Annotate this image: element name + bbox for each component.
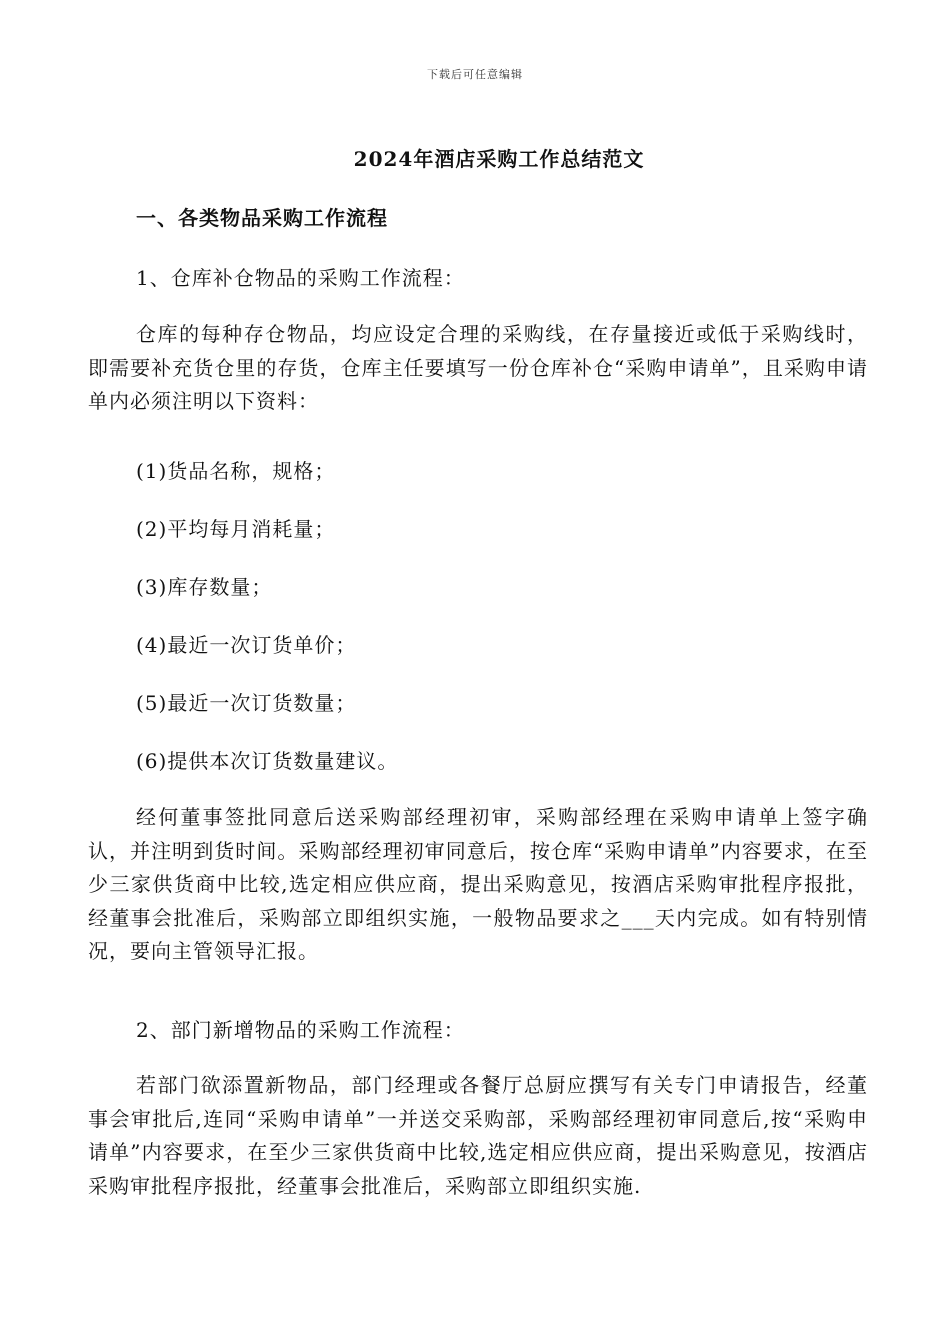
section-heading: 一、各类物品采购工作流程: [136, 206, 388, 230]
list-item: (5)最近一次订货数量；: [136, 691, 357, 715]
list-item: (2)平均每月消耗量；: [136, 517, 336, 541]
paragraph-new-items: [88, 1069, 868, 1203]
list-item: (3)库存数量；: [136, 575, 273, 599]
paragraph-text: 经何董事签批同意后送采购部经理初审，采购部经理在采购申请单上签字确认，并注明到货时间。采购部经理初审同意后，按仓库“采购申请单”内容要求，在至少三家供货商中比较,选定相应供应商，提出采购意见，按酒店采购审批程序报批，经董事会批准后，采购部立即组织实施，一般物品要求之___天内完成。如有特别情况，要向主管领导汇报。: [88, 805, 868, 963]
paragraph-text: 仓库的每种存仓物品，均应设定合理的采购线，在存量接近或低于采购线时，即需要补充货仓里的存货，仓库主任要填写一份仓库补仓“采购申请单”，且采购申请单内必须注明以下资料：: [88, 322, 868, 413]
paragraph-restock-intro: [88, 318, 868, 419]
list-item: (1)货品名称，规格；: [136, 459, 336, 483]
list-item: (6)提供本次订货数量建议。: [136, 749, 399, 773]
paragraph-text: 若部门欲添置新物品，部门经理或各餐厅总厨应撰写有关专门申请报告，经董事会审批后,连同“采购申请单”一并送交采购部，采购部经理初审同意后,按“采购申请单”内容要求，在至少三家供货商中比较,选定相应供应商，提出采购意见，按酒店采购审批程序报批，经董事会批准后，采购部立即组织实施.: [88, 1073, 868, 1198]
subsection-heading-1: 1、仓库补仓物品的采购工作流程：: [136, 266, 465, 290]
header-note: 下载后可任意编辑: [427, 68, 523, 81]
list-item: (4)最近一次订货单价；: [136, 633, 357, 657]
paragraph-approval-process: [88, 801, 868, 969]
subsection-heading-2: 2、部门新增物品的采购工作流程：: [136, 1018, 465, 1042]
document-title: 2024年酒店采购工作总结范文: [353, 147, 645, 171]
